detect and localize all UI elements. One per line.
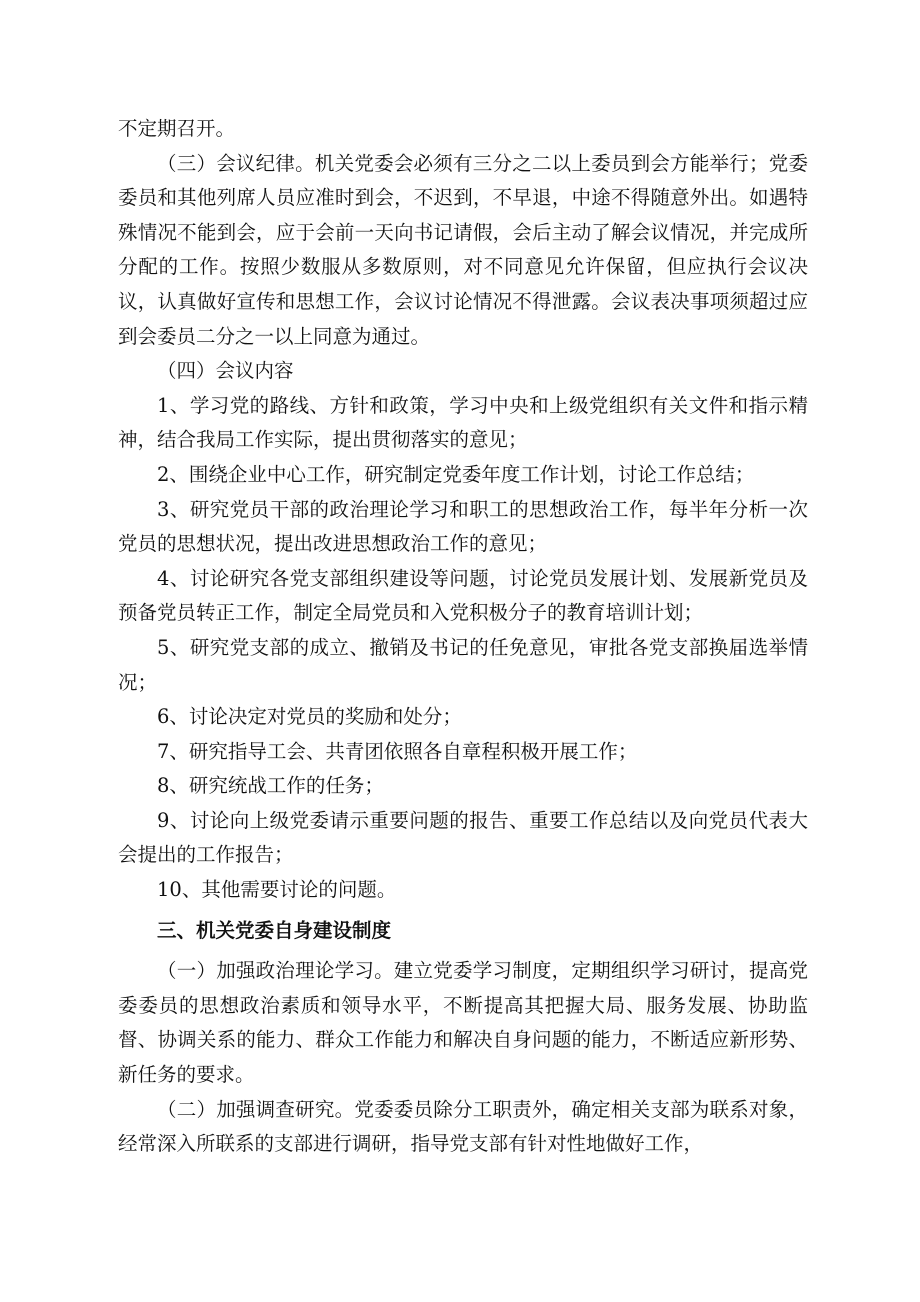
list-item: 7、研究指导工会、共青团依照各自章程积极开展工作； bbox=[157, 739, 638, 763]
list-item: 10、其他需要讨论的问题。 bbox=[157, 878, 397, 902]
list-item: 9、讨论向上级党委请示重要问题的报告、重要工作总结以及向党员代表大会提出的工作报告； bbox=[118, 808, 808, 867]
list-item: 8、研究统战工作的任务； bbox=[157, 774, 384, 798]
document-page bbox=[118, 112, 808, 1162]
list-item: 2、围绕企业中心工作，研究制定党委年度工作计划，讨论工作总结； bbox=[157, 462, 755, 486]
list-item: 4、讨论研究各党支部组织建设等问题，讨论党员发展计划、发展新党员及预备党员转正工作，制定全局党员和入党积极分子的教育培训计划； bbox=[118, 566, 808, 625]
paragraph-political-study: （一）加强政治理论学习。建立党委学习制度，定期组织学习研讨，提高党委委员的思想政治素质和领导水平，不断提高其把握大局、服务发展、协助监督、协调关系的能力、群众工作能力和解决自身问题的能力，不断适应新形势、新任务的要求。 bbox=[118, 959, 808, 1087]
section-heading: 三、机关党委自身建设制度 bbox=[157, 918, 392, 942]
list-item: 6、讨论决定对党员的奖励和处分； bbox=[157, 705, 462, 729]
list-item: 1、学习党的路线、方针和政策，学习中央和上级党组织有关文件和指示精神，结合我局工作实际，提出贯彻落实的意见； bbox=[118, 393, 808, 452]
paragraph-investigation: （二）加强调查研究。党委委员除分工职责外，确定相关支部为联系对象，经常深入所联系的支部进行调研，指导党支部有针对性地做好工作， bbox=[118, 1097, 808, 1156]
list-item: 3、研究党员干部的政治理论学习和职工的思想政治工作，每半年分析一次党员的思想状况，提出改进思想政治工作的意见； bbox=[118, 497, 808, 556]
paragraph-meeting-content-title: （四）会议内容 bbox=[157, 359, 294, 383]
paragraph-continuation: 不定期召开。 bbox=[118, 117, 236, 140]
list-item: 5、研究党支部的成立、撤销及书记的任免意见，审批各党支部换届选举情况； bbox=[118, 635, 808, 694]
paragraph-meeting-discipline: （三）会议纪律。机关党委会必须有三分之二以上委员到会方能举行；党委委员和其他列席人员应准时到会，不迟到，不早退，中途不得随意外出。如遇特殊情况不能到会，应于会前一天向书记请假，会后主动了解会议情况，并完成所分配的工作。按照少数服从多数原则，对不同意见允许保留，但应执行会议决议，认真做好宣传和思想工作，会议讨论情况不得泄露。会议表决事项须超过应到会委员二分之一以上同意为通过。 bbox=[118, 151, 808, 348]
